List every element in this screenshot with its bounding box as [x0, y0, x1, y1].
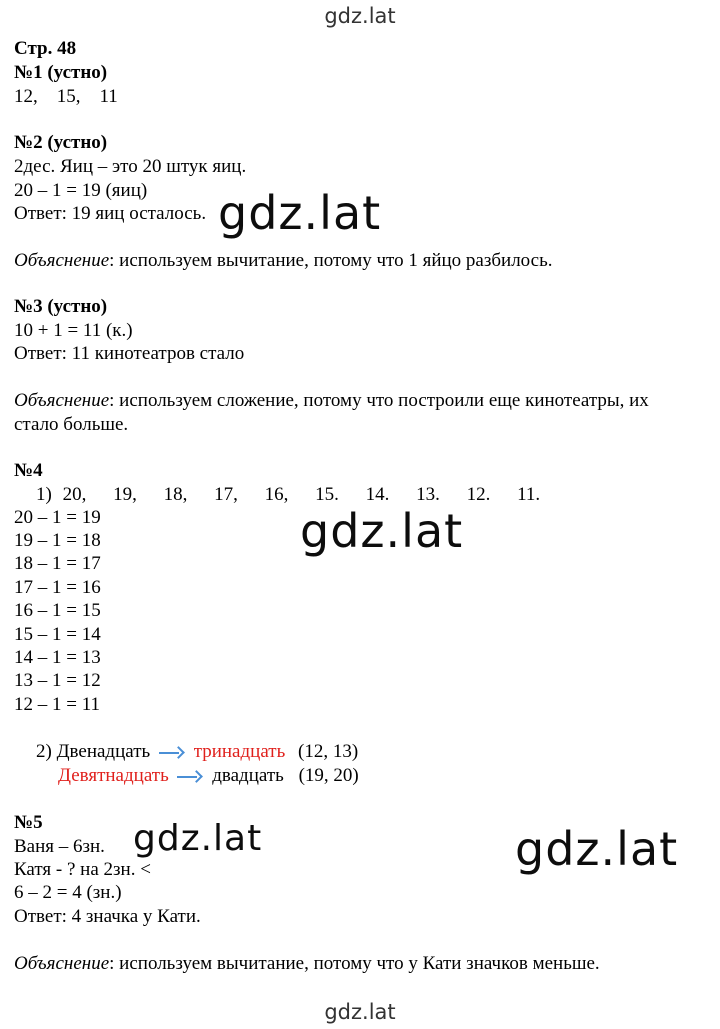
task5-explanation — [14, 953, 600, 975]
task5-line2: Катя - ? на 2зн. < — [14, 859, 151, 880]
explanation-text: : используем сложение, потому что построили еще кинотеатры, их — [109, 390, 649, 411]
watermark-4: gdz.lat — [515, 822, 679, 876]
task1-title: №1 (устно) — [14, 62, 108, 83]
task4-part2-row2 — [58, 765, 359, 787]
sequence-prefix: 1) — [36, 484, 52, 505]
task3-explanation — [14, 390, 649, 412]
task2-title: №2 (устно) — [14, 132, 108, 153]
explanation-text: : используем вычитание, потому что 1 яйцо разбилось. — [109, 250, 553, 271]
number-word-red: Девятнадцать — [58, 765, 169, 786]
task4-sequence — [36, 484, 562, 506]
task3-title: №3 (устно) — [14, 296, 108, 317]
number-pair: (12, 13) — [298, 741, 359, 762]
equation: 17 – 1 = 16 — [14, 577, 101, 598]
watermark-top: gdz.lat — [324, 4, 396, 28]
number-pair: (19, 20) — [298, 765, 359, 786]
task3-answer: Ответ: 11 кинотеатров стало — [14, 343, 245, 364]
task5-answer: Ответ: 4 значка у Кати. — [14, 906, 201, 927]
task2-answer: Ответ: 19 яиц осталось. — [14, 203, 207, 224]
watermark-2: gdz.lat — [300, 504, 464, 558]
task2-explanation — [14, 250, 553, 272]
equation: 16 – 1 = 15 — [14, 600, 101, 621]
equation: 12 – 1 = 11 — [14, 694, 101, 715]
task2-line2: 20 – 1 = 19 (яиц) — [14, 180, 148, 201]
number-word-red: тринадцать — [193, 741, 286, 762]
watermark-1: gdz.lat — [218, 186, 382, 240]
equation: 20 – 1 = 19 — [14, 507, 101, 528]
task5-title: №5 — [14, 812, 43, 833]
number-word: 2) Двенадцать — [36, 741, 151, 762]
number-word: двадцать — [212, 765, 284, 786]
sequence-item: 19, — [113, 484, 137, 505]
task1-answer: 12, 15, 11 — [14, 86, 118, 107]
sequence-item: 11. — [517, 484, 541, 505]
explanation-label: Объяснение — [14, 250, 110, 271]
task2-line1: 2дес. Яиц – это 20 штук яиц. — [14, 156, 247, 177]
sequence-item: 14. — [365, 484, 390, 505]
task5-line3: 6 – 2 = 4 (зн.) — [14, 882, 122, 903]
task5-line1: Ваня – 6зн. — [14, 836, 105, 857]
sequence-item: 18, — [163, 484, 188, 505]
equation: 19 – 1 = 18 — [14, 530, 101, 551]
sequence-item: 13. — [416, 484, 440, 505]
equation: 14 – 1 = 13 — [14, 647, 101, 668]
sequence-item: 17, — [214, 484, 238, 505]
task3-line1: 10 + 1 = 11 (к.) — [14, 320, 133, 341]
sequence-item: 20, — [62, 484, 87, 505]
task4-title: №4 — [14, 460, 43, 481]
watermark-bottom: gdz.lat — [324, 1000, 396, 1024]
task3-explanation-cont: стало больше. — [14, 414, 129, 435]
arrow-right-icon — [177, 772, 203, 782]
equation: 18 – 1 = 17 — [14, 553, 101, 574]
task4-part2-row1 — [36, 741, 358, 763]
watermark-3: gdz.lat — [133, 818, 263, 859]
sequence-item: 16, — [264, 484, 289, 505]
explanation-label: Объяснение — [14, 953, 110, 974]
arrow-right-icon — [159, 748, 185, 758]
sequence-item: 15. — [315, 484, 339, 505]
page-number: Стр. 48 — [14, 38, 77, 59]
sequence-item: 12. — [466, 484, 491, 505]
equation: 13 – 1 = 12 — [14, 670, 101, 691]
explanation-label: Объяснение — [14, 390, 110, 411]
equation: 15 – 1 = 14 — [14, 624, 101, 645]
explanation-text: : используем вычитание, потому что у Кати значков меньше. — [109, 953, 600, 974]
